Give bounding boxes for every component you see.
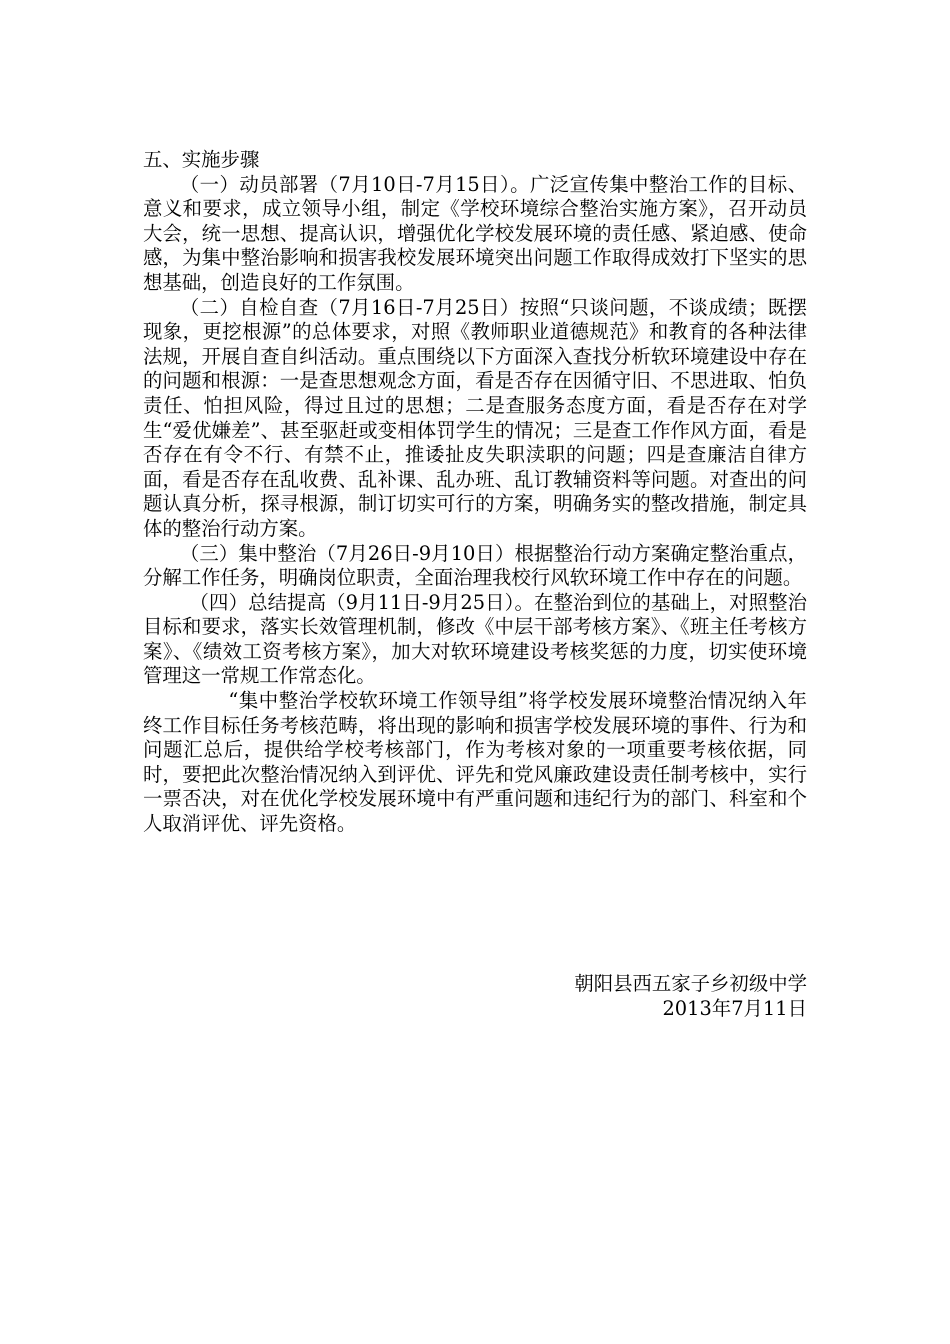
document-body [143,148,807,837]
paragraph-leadership-group: “集中整治学校软环境工作领导组”将学校发展环境整治情况纳入年终工作目标任务考核范畴，将出现的影响和损害学校发展环境的事件、行为和问题汇总后，提供给学校考核部门，作为考核对象的一项重要考核依据，同时，要把此次整治情况纳入到评优、评先和党风廉政建设责任制考核中，实行一票否决，对在优化学校发展环境中有严重问题和违纪行为的部门、科室和个人取消评优、评先资格。 [143,689,807,836]
paragraph-mobilization: （一）动员部署（7月10日-7月15日）。广泛宣传集中整治工作的目标、意义和要求，成立领导小组，制定《学校环境综合整治实施方案》，召开动员大会，统一思想、提高认识，增强优化学校发展环境的责任感、紧迫感、使命感，为集中整治影响和损害我校发展环境突出问题工作取得成效打下坚实的思想基础，创造良好的工作氛围。 [143,172,807,294]
signature-block [574,971,807,1021]
paragraph-self-inspection: （二）自检自查（7月16日-7月25日）按照“只谈问题，不谈成绩；既摆现象，更挖根源”的总体要求，对照《教师职业道德规范》和教育的各种法律法规，开展自查自纠活动。重点围绕以下方面深入查找分析软环境建设中存在的问题和根源：一是查思想观念方面，看是否存在因循守旧、不思进取、怕负责任、怕担风险，得过且过的思想；二是查服务态度方面，看是否存在对学生“爱优嫌差”、甚至驱赶或变相体罚学生的情况；三是查工作作风方面，看是否存在有令不行、有禁不止，推诿扯皮失职渎职的问题；四是查廉洁自律方面，看是否存在乱收费、乱补课、乱办班、乱订教辅资料等问题。对查出的问题认真分析，探寻根源，制订切实可行的方案，明确务实的整改措施，制定具体的整治行动方案。 [143,295,807,540]
signature-organization: 朝阳县西五家子乡初级中学 [574,972,807,995]
paragraph-concentrated-rectification: （三）集中整治（7月26日-9月10日）根据整治行动方案确定整治重点，分解工作任务，明确岗位职责，全面治理我校行风软环境工作中存在的问题。 [143,541,807,590]
paragraph-summary: （四）总结提高（9月11日-9月25日）。在整治到位的基础上，对照整治目标和要求，落实长效管理机制，修改《中层干部考核方案》、《班主任考核方案》、《绩效工资考核方案》，加大对软环境建设考核奖惩的力度，切实使环境管理这一常规工作常态化。 [143,590,807,688]
section-heading: 五、实施步骤 [143,148,260,171]
signature-date: 2013年7月11日 [662,997,807,1020]
